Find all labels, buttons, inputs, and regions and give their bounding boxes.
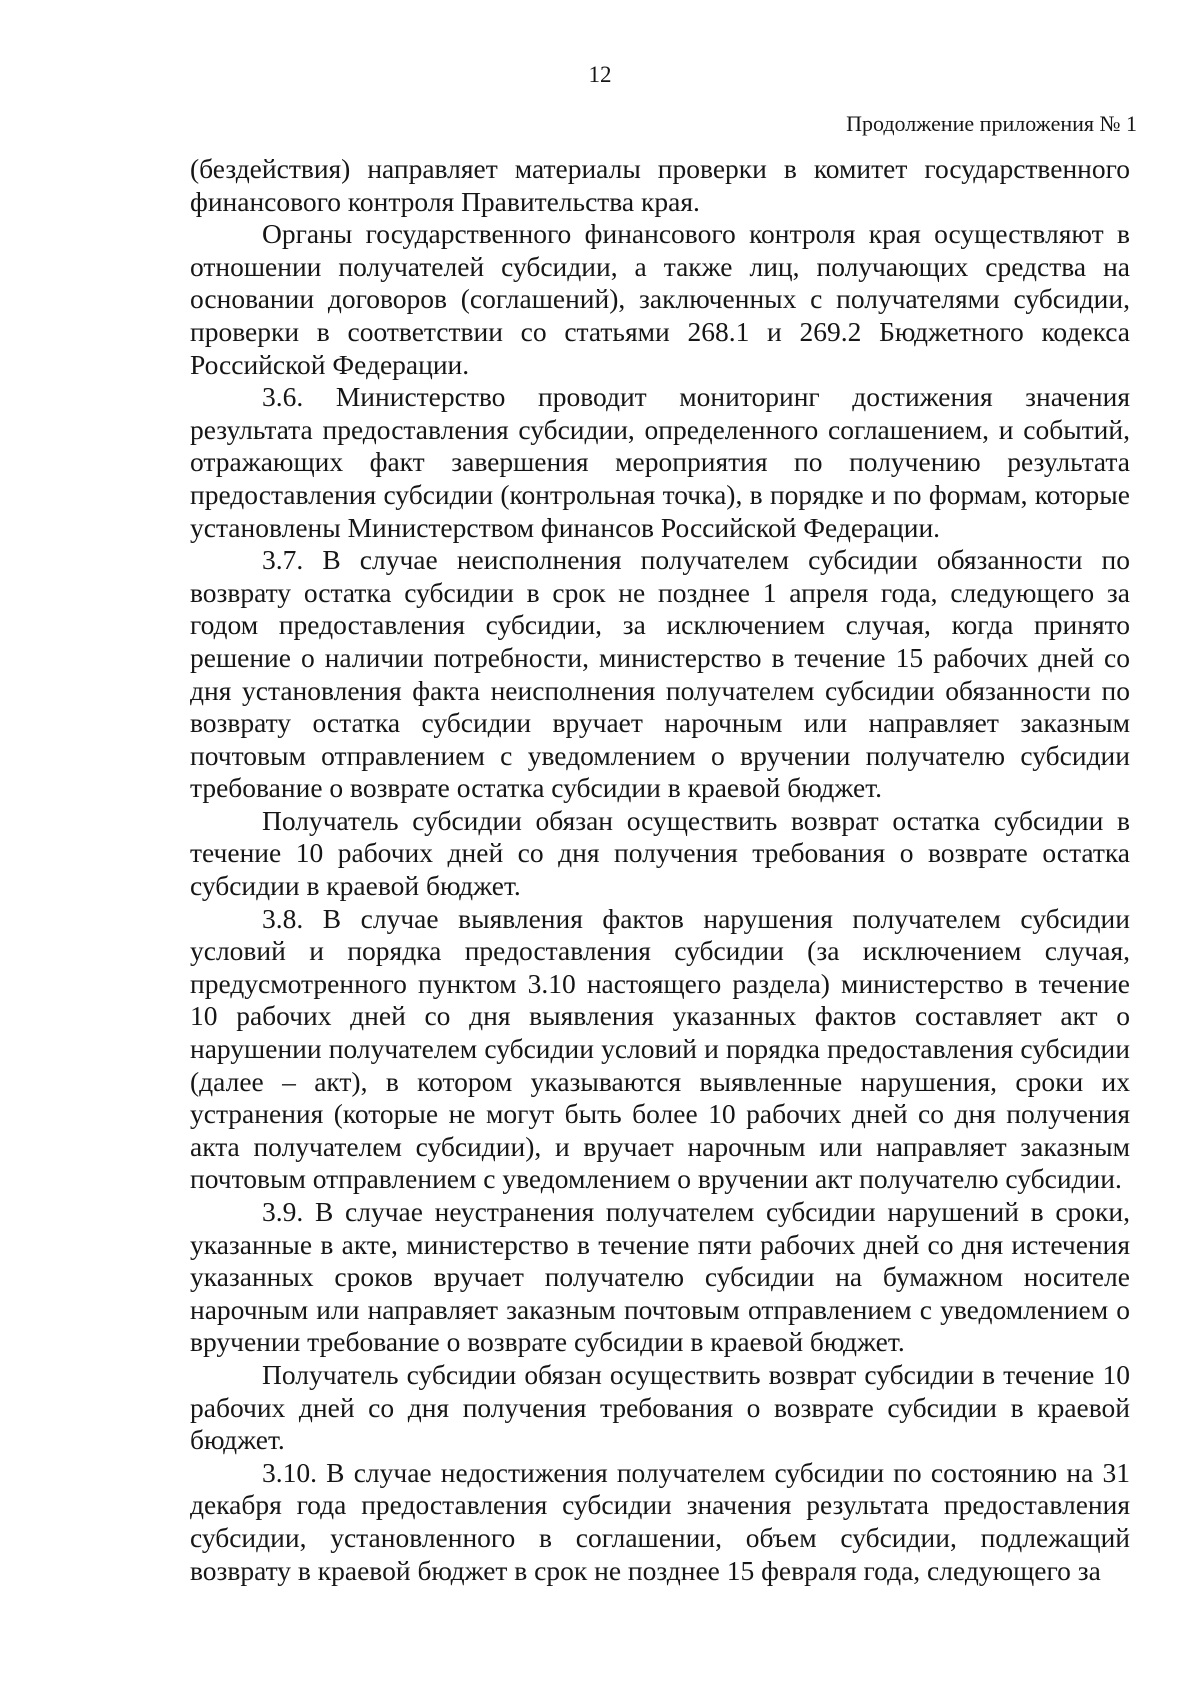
- paragraph: Органы государственного финансового контроля края осуществляют в отношении получателей субсидии, а также лиц, получающих средства на основании договоров (соглашений), заключенных с получателями субсидии, проверки в соответствии со статьями 268.1 и 269.2 Бюджетного кодекса Российской Федерации.: [190, 218, 1130, 380]
- paragraph: 3.7. В случае неисполнения получателем субсидии обязанности по возврату остатка субсидии в срок не позднее 1 апреля года, следующего за годом предоставления субсидии, за исключением случая, когда принято решение о наличии потребности, министерство в течение 15 рабочих дней со дня установления факта неисполнения получателем субсидии обязанности по возврату остатка субсидии вручает нарочным или направляет заказным почтовым отправлением с уведомлением о вручении получателю субсидии требование о возврате остатка субсидии в краевой бюджет.: [190, 544, 1130, 804]
- paragraph: Получатель субсидии обязан осуществить возврат субсидии в течение 10 рабочих дней со дня получения требования о возврате субсидии в краевой бюджет.: [190, 1358, 1130, 1456]
- running-header: Продолжение приложения № 1: [846, 111, 1137, 136]
- page-number: 12: [588, 62, 612, 87]
- paragraph: (бездействия) направляет материалы проверки в комитет государственного финансового контроля Правительства края.: [190, 153, 1130, 217]
- paragraph: 3.6. Министерство проводит мониторинг достижения значения результата предоставления субсидии, определенного соглашением, и событий, отражающих факт завершения мероприятия по получению результата предоставления субсидии (контрольная точка), в порядке и по формам, которые установлены Министерством финансов Российской Федерации.: [190, 381, 1130, 543]
- paragraph: 3.8. В случае выявления фактов нарушения получателем субсидии условий и порядка предоставления субсидии (за исключением случая, предусмотренного пунктом 3.10 настоящего раздела) министерство в течение 10 рабочих дней со дня выявления указанных фактов составляет акт о нарушении получателем субсидии условий и порядка предоставления субсидии (далее – акт), в котором указываются выявленные нарушения, сроки их устранения (которые не могут быть более 10 рабочих дней со дня получения акта получателем субсидии), и вручает нарочным или направляет заказным почтовым отправлением с уведомлением о вручении акт получателю субсидии.: [190, 902, 1130, 1195]
- document-body: [190, 153, 1130, 1587]
- paragraph: Получатель субсидии обязан осуществить возврат остатка субсидии в течение 10 рабочих дней со дня получения требования о возврате остатка субсидии в краевой бюджет.: [190, 804, 1130, 902]
- paragraph: 3.9. В случае неустранения получателем субсидии нарушений в сроки, указанные в акте, министерство в течение пяти рабочих дней со дня истечения указанных сроков вручает получателю субсидии на бумажном носителе нарочным или направляет заказным почтовым отправлением с уведомлением о вручении требование о возврате субсидии в краевой бюджет.: [190, 1196, 1130, 1358]
- paragraph: 3.10. В случае недостижения получателем субсидии по состоянию на 31 декабря года предоставления субсидии значения результата предоставления субсидии, установленного в соглашении, объем субсидии, подлежащий возврату в краевой бюджет в срок не позднее 15 февраля года, следующего за: [190, 1456, 1130, 1586]
